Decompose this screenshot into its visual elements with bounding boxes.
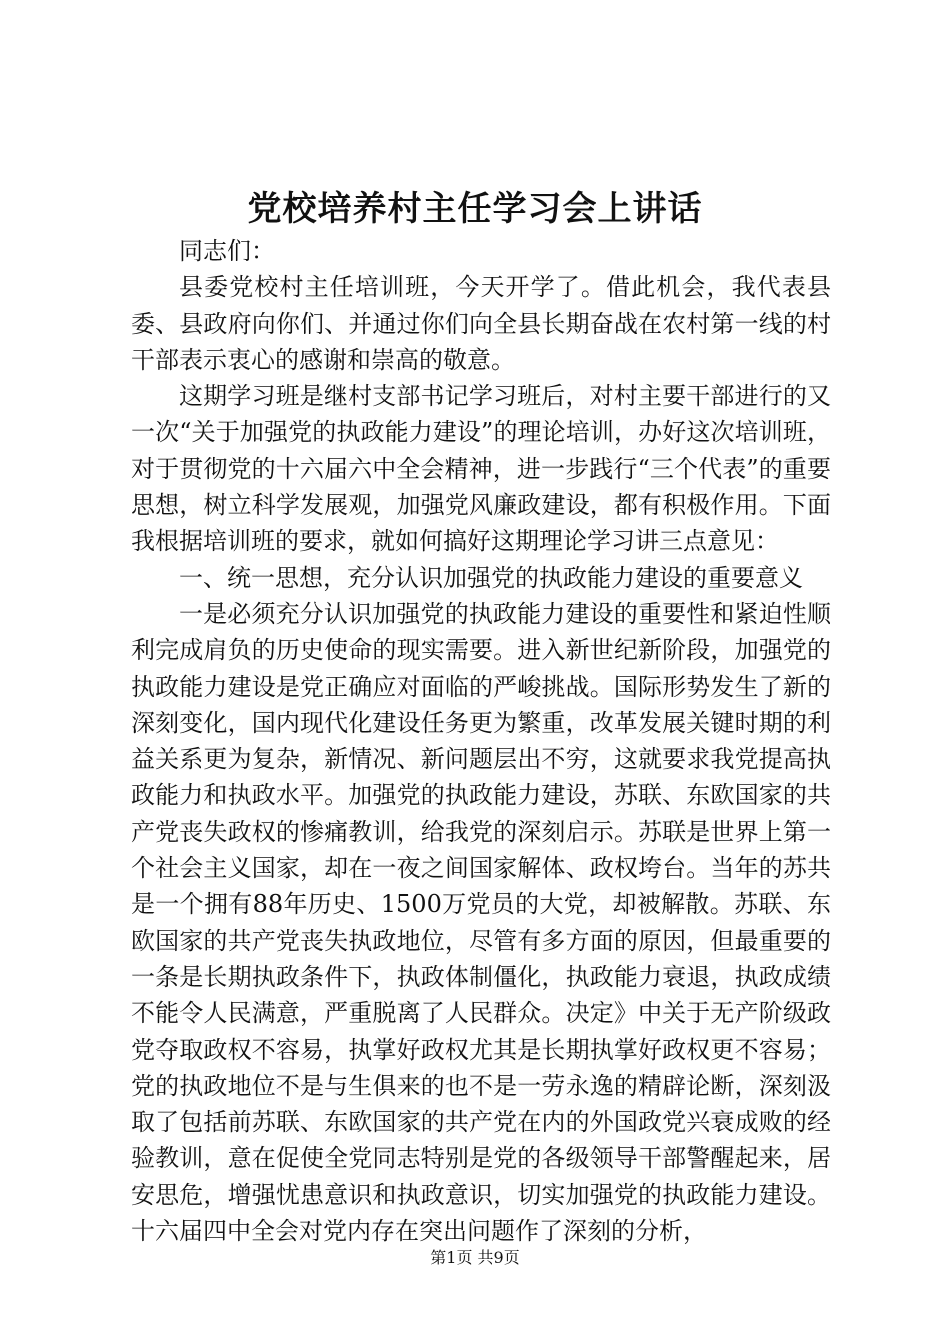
body-paragraph: 一是必须充分认识加强党的执政能力建设的重要性和紧迫性顺利完成肩负的历史使命的现实需要。进入新世纪新阶段，加强党的执政能力建设是党正确应对面临的严峻挑战。国际形势发生了新的深刻变化，国内现代化建设任务更为繁重，改革发展关键时期的利益关系更为复杂，新情况、新问题层出不穷，这就要求我党提高执政能力和执政水平。加强党的执政能力建设，苏联、东欧国家的共产党丧失政权的惨痛教训，给我党的深刻启示。苏联是世界上第一个社会主义国家，却在一夜之间国家解体、政权垮台。当年的苏共是一个拥有88年历史、1500万党员的大党，却被解散。苏联、东欧国家的共产党丧失执政地位，尽管有多方面的原因，但最重要的一条是长期执政条件下，执政体制僵化，执政能力衰退，执政成绩不能令人民满意，严重脱离了人民群众。决定》中关于无产阶级政党夺取政权不容易，执掌好政权尤其是长期执掌好政权更不容易；党的执政地位不是与生俱来的也不是一劳永逸的精辟论断，深刻汲取了包括前苏联、东欧国家的共产党在内的外国政党兴衰成败的经验教训，意在促使全党同志特别是党的各级领导干部警醒起来，居安思危，增强忧患意识和执政意识，切实加强党的执政能力建设。十六届四中全会对党内存在突出问题作了深刻的分析， xyxy=(131,599,831,1246)
body-paragraph: 这期学习班是继村支部书记学习班后，对村主要干部进行的又一次“关于加强党的执政能力建设”的理论培训，办好这次培训班，对于贯彻党的十六届六中全会精神，进一步践行“三个代表”的重要思想，树立科学发展观，加强党风廉政建设，都有积极作用。下面我根据培训班的要求，就如何搞好这期理论学习讲三点意见： xyxy=(131,382,831,556)
page-indicator: 第1页 共9页 xyxy=(430,1248,520,1267)
section-heading: 一、统一思想，充分认识加强党的执政能力建设的重要意义 xyxy=(179,563,803,592)
document-body xyxy=(131,233,831,1249)
document-title: 党校培养村主任学习会上讲话 xyxy=(247,189,703,229)
body-paragraph: 县委党校村主任培训班，今天开学了。借此机会，我代表县委、县政府向你们、并通过你们向全县长期奋战在农村第一线的村干部表示衷心的感谢和崇高的敬意。 xyxy=(131,273,831,374)
salutation-paragraph: 同志们： xyxy=(179,237,275,265)
